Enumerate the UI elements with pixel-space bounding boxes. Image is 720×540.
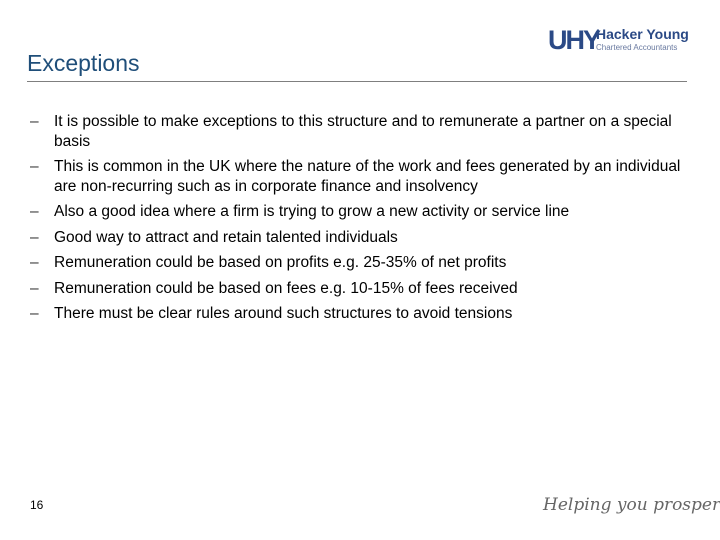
bullet-marker: – (30, 228, 39, 246)
bullet-text: There must be clear rules around such structures to avoid tensions (54, 305, 513, 322)
logo-mark: UHY (548, 25, 600, 55)
footer-tagline: Helping you prosper (543, 495, 720, 515)
bullet-item (30, 157, 690, 196)
bullet-item (30, 112, 690, 151)
bullet-marker: – (30, 279, 39, 297)
bullet-text: Remuneration could be based on fees e.g. 10-15% of fees received (54, 279, 518, 297)
bullet-item (30, 253, 690, 273)
bullet-item (30, 228, 690, 248)
bullet-text: It is possible to make exceptions to this structure and to remunerate a partner on a special basis (54, 113, 672, 150)
bullet-marker: – (30, 113, 39, 130)
page-number: 16 (30, 498, 44, 512)
slide-title: Exceptions (27, 50, 140, 76)
company-logo (548, 25, 698, 57)
title-divider (27, 81, 687, 82)
bullet-item (30, 304, 690, 324)
bullet-text: This is common in the UK where the nature of the work and fees generated by an individual are non-recurring such as in corporate finance and insolvency (54, 158, 681, 195)
logo-name: Hacker Young (596, 26, 689, 42)
bullet-marker: – (30, 305, 39, 322)
bullet-marker: – (30, 158, 39, 175)
bullet-marker: – (30, 254, 39, 271)
bullet-text: Also a good idea where a firm is trying to grow a new activity or service line (54, 203, 570, 220)
bullet-list (30, 112, 690, 330)
logo-subtitle: Chartered Accountants (596, 43, 678, 52)
bullet-text: Good way to attract and retain talented individuals (54, 228, 398, 246)
bullet-item (30, 202, 690, 222)
bullet-item (30, 279, 690, 299)
bullet-marker: – (30, 203, 39, 220)
bullet-text: Remuneration could be based on profits e.g. 25-35% of net profits (54, 254, 507, 271)
